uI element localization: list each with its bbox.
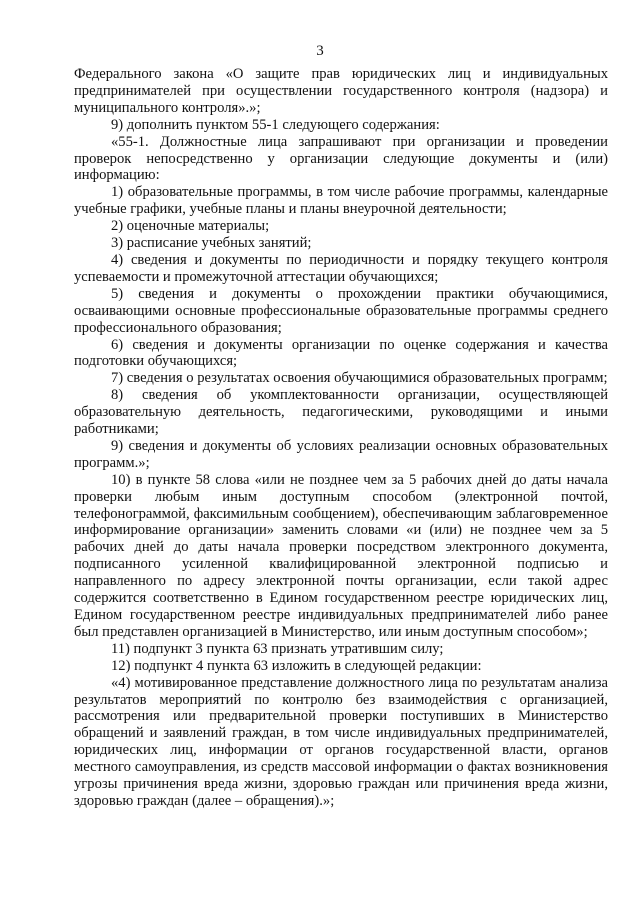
document-body	[74, 66, 608, 810]
paragraph-item-11: 11) подпункт 3 пункта 63 признать утратившим силу;	[111, 640, 444, 657]
paragraph-subitem-5: 5) сведения и документы о прохождении практики обучающимися, осваивающими основные профессиональные образовательные программы среднего профессионального образования;	[74, 285, 608, 336]
paragraph-new-subitem-4: «4) мотивированное представление должностного лица по результатам анализа результатов мероприятий по контролю без взаимодействия с организацией, рассмотрения или предварительной проверки поступивших в Министерство обращений и заявлений граждан, в том числе индивидуальных предпринимателей, юридических лиц, информации от органов государственной власти, органов местного самоуправления, из средств массовой информации о фактах возникновения угрозы причинения вреда жизни, здоровью граждан или причинения вреда жизни, здоровью граждан (далее – обращения).»;	[74, 674, 608, 809]
paragraph-law-reference: Федерального закона «О защите прав юридических лиц и индивидуальных предпринимателей при осуществлении государственного контроля (надзора) и муниципального контроля».»;	[74, 66, 608, 116]
paragraph-subitem-2: 2) оценочные материалы;	[111, 218, 270, 235]
paragraph-subitem-7: 7) сведения о результатах освоения обучающимися образовательных программ;	[111, 370, 608, 387]
paragraph-55-1: «55-1. Должностные лица запрашивают при организации и проведении проверок непосредственно у организации следующие документы и (или) информацию:	[74, 133, 608, 184]
paragraph-item-9: 9) дополнить пунктом 55-1 следующего содержания:	[111, 116, 440, 133]
paragraph-subitem-9: 9) сведения и документы об условиях реализации основных образовательных программ.»;	[74, 437, 608, 471]
paragraph-subitem-1: 1) образовательные программы, в том числе рабочие программы, календарные учебные графики, учебные планы и планы внеурочной деятельности;	[74, 184, 608, 218]
paragraph-item-12: 12) подпункт 4 пункта 63 изложить в следующей редакции:	[111, 657, 482, 674]
paragraph-subitem-3: 3) расписание учебных занятий;	[111, 235, 312, 252]
paragraph-subitem-6: 6) сведения и документы организации по оценке содержания и качества подготовки обучающихся;	[74, 336, 608, 370]
page-number: 3	[316, 43, 324, 59]
paragraph-subitem-4: 4) сведения и документы по периодичности и порядку текущего контроля успеваемости и промежуточной аттестации обучающихся;	[74, 251, 608, 285]
paragraph-item-10: 10) в пункте 58 слова «или не позднее чем за 5 рабочих дней до даты начала проверки любым иным доступным способом (электронной почтой, телефонограммой, факсимильным сообщением), обеспечивающим заблаговременное информирование организации» заменить словами «и (или) не позднее чем за 5 рабочих дней до даты начала проверки посредством электронного документа, подписанного усиленной квалифицированной электронной подписью и направленного по адресу электронной почты организации, если такой адрес содержится соответственно в Едином государственном реестре юридических лиц, Едином государственном реестре индивидуальных предпринимателей либо ранее был представлен организацией в Министерство, или иным доступным способом»;	[74, 471, 608, 640]
paragraph-subitem-8: 8) сведения об укомплектованности организации, осуществляющей образовательную деятельность, педагогическими, руководящими и иными работниками;	[74, 387, 608, 438]
